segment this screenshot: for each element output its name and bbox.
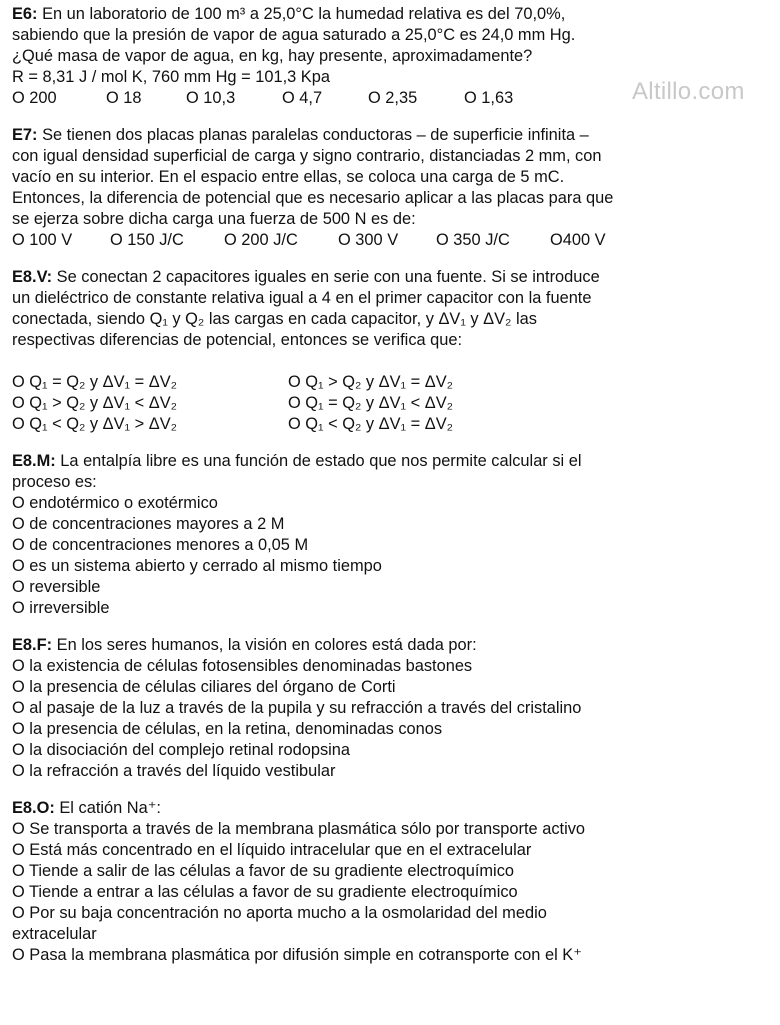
- option[interactable]: O Q₁ = Q₂ y ΔV₁ < ΔV₂: [288, 394, 454, 412]
- option[interactable]: O 4,7: [282, 89, 323, 107]
- question-id: E8.O:: [12, 799, 55, 817]
- option[interactable]: O Q₁ < Q₂ y ΔV₁ = ΔV₂: [288, 415, 454, 433]
- option[interactable]: O Q₁ = Q₂ y ΔV₁ = ΔV₂: [12, 373, 178, 391]
- option[interactable]: O 350 J/C: [436, 231, 510, 249]
- option[interactable]: O reversible: [12, 578, 101, 596]
- question-e7: [12, 125, 772, 251]
- question-id: E6:: [12, 5, 38, 23]
- option[interactable]: O la presencia de células ciliares del órgano de Corti: [12, 678, 396, 696]
- option[interactable]: O irreversible: [12, 599, 110, 617]
- option[interactable]: O 2,35: [368, 89, 418, 107]
- option[interactable]: O 200 J/C: [224, 231, 298, 249]
- question-text-line: conectada, siendo Q₁ y Q₂ las cargas en cada capacitor, y ΔV₁ y ΔV₂ las: [12, 310, 537, 328]
- question-id: E7:: [12, 126, 38, 144]
- question-text-line: respectivas diferencias de potencial, entonces se verifica que:: [12, 331, 463, 349]
- option-continuation: extracelular: [12, 925, 97, 943]
- options-row: [12, 414, 772, 435]
- watermark-logo: Altillo.com: [632, 78, 745, 105]
- option[interactable]: O la presencia de células, en la retina, denominadas conos: [12, 720, 443, 738]
- options-list: [12, 493, 772, 619]
- question-id: E8.M:: [12, 452, 56, 470]
- option[interactable]: O Pasa la membrana plasmática por difusión simple en cotransporte con el K⁺: [12, 946, 582, 964]
- question-text-line: R = 8,31 J / mol K, 760 mm Hg = 101,3 Kpa: [12, 68, 330, 86]
- option[interactable]: O 18: [106, 89, 142, 107]
- option[interactable]: O 10,3: [186, 89, 236, 107]
- option[interactable]: O la refracción a través del líquido vestibular: [12, 762, 336, 780]
- question-text-line: un dieléctrico de constante relativa igual a 4 en el primer capacitor con la fuente: [12, 289, 592, 307]
- option[interactable]: O400 V: [550, 231, 606, 249]
- question-e8f: [12, 635, 772, 782]
- option[interactable]: O la disociación del complejo retinal rodopsina: [12, 741, 351, 759]
- option[interactable]: O de concentraciones mayores a 2 M: [12, 515, 285, 533]
- options-list: [12, 819, 772, 966]
- question-text-line: se ejerza sobre dicha carga una fuerza de 500 N es de:: [12, 210, 416, 228]
- option[interactable]: O endotérmico o exotérmico: [12, 494, 218, 512]
- question-text-line: E8.V: Se conectan 2 capacitores iguales en serie con una fuente. Si se introduce: [12, 268, 600, 286]
- question-text-line: ¿Qué masa de vapor de agua, en kg, hay presente, aproximadamente?: [12, 47, 533, 65]
- option[interactable]: O Q₁ < Q₂ y ΔV₁ > ΔV₂: [12, 415, 178, 433]
- option[interactable]: O Por su baja concentración no aporta mucho a la osmolaridad del medio: [12, 904, 547, 922]
- option[interactable]: O 200: [12, 89, 57, 107]
- question-text-line: con igual densidad superficial de carga y signo contrario, distanciadas 2 mm, con: [12, 147, 602, 165]
- question-e8m: [12, 451, 772, 619]
- option[interactable]: O Q₁ > Q₂ y ΔV₁ = ΔV₂: [288, 373, 454, 391]
- option[interactable]: O Está más concentrado en el líquido intracelular que en el extracelular: [12, 841, 532, 859]
- options-list: [12, 656, 772, 782]
- option[interactable]: O al pasaje de la luz a través de la pupila y su refracción a través del cristalino: [12, 699, 582, 717]
- question-text-line: sabiendo que la presión de vapor de agua saturado a 25,0°C es 24,0 mm Hg.: [12, 26, 576, 44]
- options-grid: [12, 372, 772, 435]
- question-text-line: E8.O: El catión Na⁺:: [12, 799, 161, 817]
- options-row: [12, 372, 772, 393]
- options-row: [12, 88, 772, 109]
- options-row: [12, 393, 772, 414]
- option[interactable]: O Q₁ > Q₂ y ΔV₁ < ΔV₂: [12, 394, 178, 412]
- question-text-line: E6: En un laboratorio de 100 m³ a 25,0°C la humedad relativa es del 70,0%,: [12, 5, 566, 23]
- option[interactable]: O la existencia de células fotosensibles denominadas bastones: [12, 657, 473, 675]
- questions-container: [12, 4, 772, 966]
- question-text-line: proceso es:: [12, 473, 97, 491]
- option[interactable]: O de concentraciones menores a 0,05 M: [12, 536, 309, 554]
- question-id: E8.F:: [12, 636, 53, 654]
- option[interactable]: O 1,63: [464, 89, 514, 107]
- option[interactable]: O Tiende a entrar a las células a favor de su gradiente electroquímico: [12, 883, 518, 901]
- question-e6: [12, 4, 772, 109]
- option[interactable]: O es un sistema abierto y cerrado al mismo tiempo: [12, 557, 382, 575]
- question-text-line: E7: Se tienen dos placas planas paralelas conductoras – de superficie infinita –: [12, 126, 589, 144]
- option[interactable]: O 150 J/C: [110, 231, 184, 249]
- question-text-line: vacío en su interior. En el espacio entre ellas, se coloca una carga de 5 mC.: [12, 168, 565, 186]
- question-text-line: E8.M: La entalpía libre es una función de estado que nos permite calcular si el: [12, 452, 582, 470]
- option[interactable]: O 100 V: [12, 231, 73, 249]
- option[interactable]: O Se transporta a través de la membrana plasmática sólo por transporte activo: [12, 820, 586, 838]
- question-e8o: [12, 798, 772, 966]
- option[interactable]: O Tiende a salir de las células a favor de su gradiente electroquímico: [12, 862, 515, 880]
- question-text-line: Entonces, la diferencia de potencial que es necesario aplicar a las placas para que: [12, 189, 614, 207]
- question-e8v: [12, 267, 772, 435]
- options-row: [12, 230, 772, 251]
- question-id: E8.V:: [12, 268, 53, 286]
- question-text-line: E8.F: En los seres humanos, la visión en colores está dada por:: [12, 636, 477, 654]
- option[interactable]: O 300 V: [338, 231, 399, 249]
